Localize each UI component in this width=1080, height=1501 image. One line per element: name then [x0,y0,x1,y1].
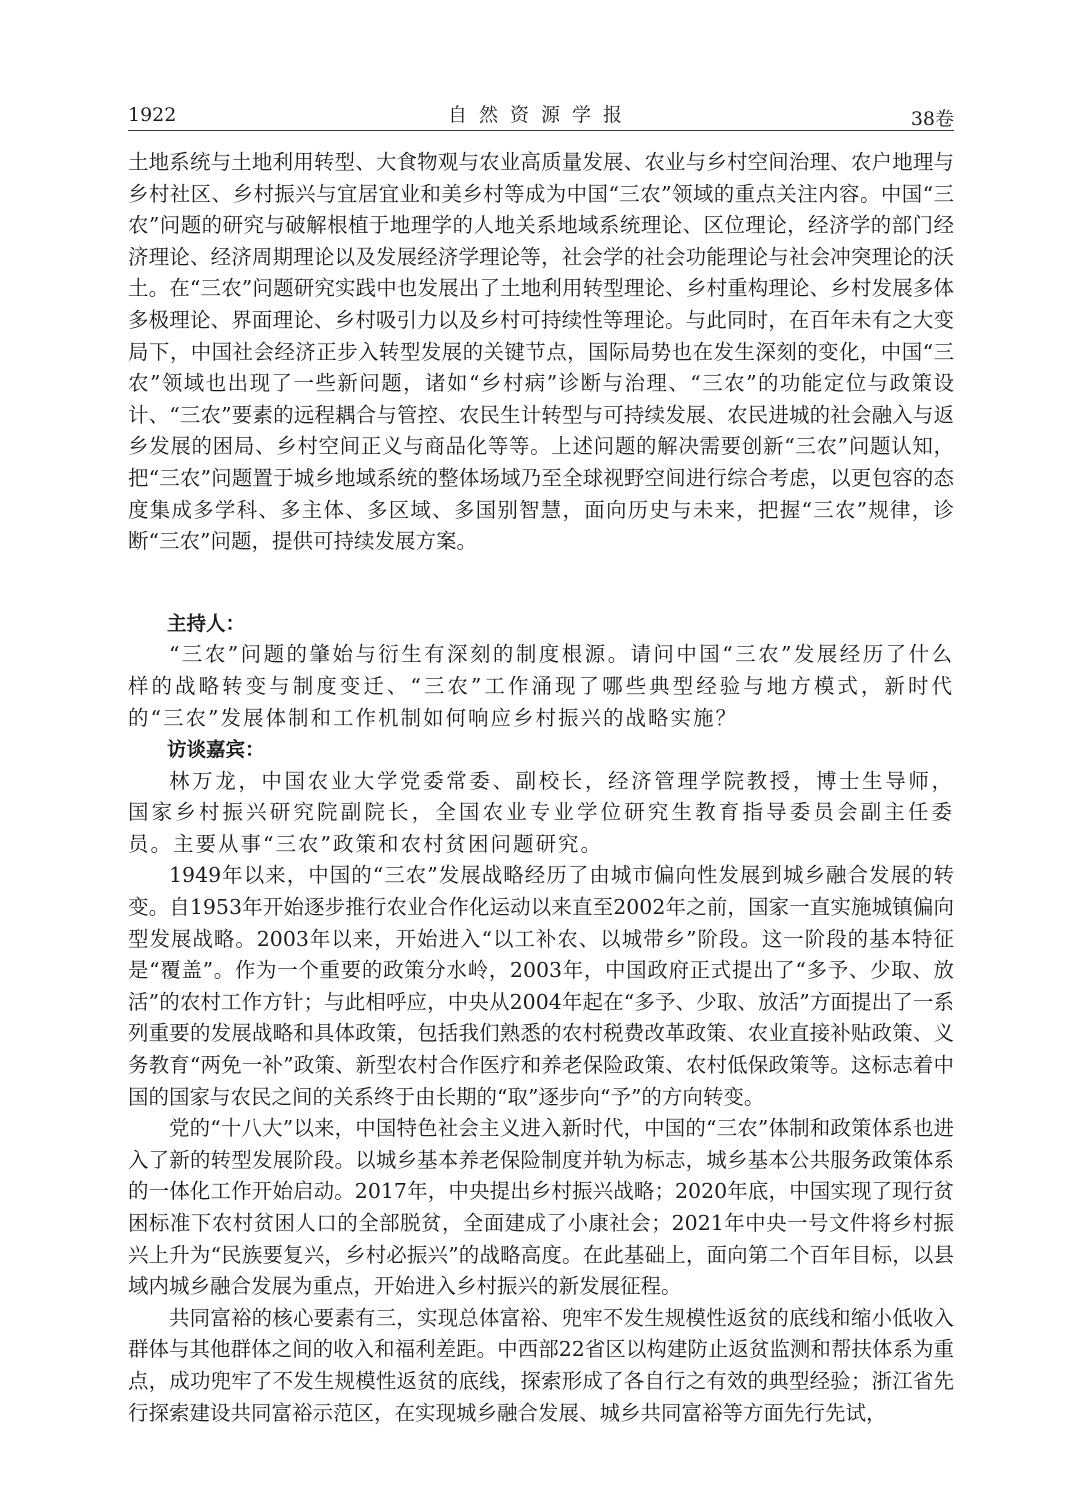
host-question: “三农”问题的肇始与衍生有深刻的制度根源。请问中国“三农”发展经历了什么样的战略转变与制度变迁、“三农”工作涌现了哪些典型经验与地方模式，新时代的“三农”发展体制和工作机制如何响应乡村振兴的战略实施？ [128,642,954,730]
article-body [128,147,954,1429]
header-rule [128,130,954,131]
section-spacer [128,558,954,608]
body-paragraph: 共同富裕的核心要素有三，实现总体富裕、兜牢不发生规模性返贫的底线和缩小低收入群体与其他群体之间的收入和福利差距。中西部22省区以构建防止返贫监测和帮扶体系为重点，成功兜牢了不发生规模性返贫的底线，探索形成了各自行之有效的典型经验；浙江省先行探索建设共同富裕示范区，在实现城乡融合发展、城乡共同富裕等方面先行先试， [128,1305,954,1425]
guest-bio: 林万龙，中国农业大学党委常委、副校长，经济管理学院教授，博士生导师，国家乡村振兴研究院副院长，全国农业专业学位研究生教育指导委员会副主任委员。主要从事“三农”政策和农村贫困问题研究。 [128,768,954,856]
body-paragraph: 1949年以来，中国的“三农”发展战略经历了由城市偏向性发展到城乡融合发展的转变。自1953年开始逐步推行农业合作化运动以来直至2002年之前，国家一直实施城镇偏向型发展战略。2003年以来，开始进入“以工补农、以城带乡”阶段。这一阶段的基本特征是“覆盖”。作为一个重要的政策分水岭，2003年，中国政府正式提出了“多予、少取、放活”的农村工作方针；与此相呼应，中央从2004年起在“多予、少取、放活”方面提出了一系列重要的发展战略和具体政策，包括我们熟悉的农村税费改革政策、农业直接补贴政策、义务教育“两免一补”政策、新型农村合作医疗和养老保险政策、农村低保政策等。这标志着中国的国家与农民之间的关系终于由长期的“取”逐步向“予”的方向转变。 [128,863,954,1109]
volume-label: 38卷 [910,108,954,130]
guest-label: 访谈嘉宾： [167,738,265,762]
body-paragraph: 党的“十八大”以来，中国特色社会主义进入新时代，中国的“三农”体制和政策体系也进入了新的转型发展阶段。以城乡基本养老保险制度并轨为标志，城乡基本公共服务政策体系的一体化工作开始启动。2017年，中央提出乡村振兴战略；2020年底，中国实现了现行贫困标准下农村贫困人口的全部脱贫，全面建成了小康社会；2021年中央一号文件将乡村振兴上升为“民族要复兴，乡村必振兴”的战略高度。在此基础上，面向第二个百年目标，以县域内城乡融合发展为重点，开始进入乡村振兴的新发展征程。 [128,1116,954,1299]
host-label: 主持人： [167,611,246,635]
page-number: 1922 [128,104,177,126]
journal-title: 自然资源学报 [447,104,634,126]
running-header [128,100,954,130]
intro-paragraph: 土地系统与土地利用转型、大食物观与农业高质量发展、农业与乡村空间治理、农户地理与乡村社区、乡村振兴与宜居宜业和美乡村等成为中国“三农”领域的重点关注内容。中国“三农”问题的研究与破解根植于地理学的人地关系地域系统理论、区位理论，经济学的部门经济理论、经济周期理论以及发展经济学理论等，社会学的社会功能理论与社会冲突理论的沃土。在“三农”问题研究实践中也发展出了土地利用转型理论、乡村重构理论、乡村发展多体多极理论、界面理论、乡村吸引力以及乡村可持续性等理论。与此同时，在百年未有之大变局下，中国社会经济正步入转型发展的关键节点，国际局势也在发生深刻的变化，中国“三农”领域也出现了一些新问题，诸如“乡村病”诊断与治理、“三农”的功能定位与政策设计、“三农”要素的远程耦合与管控、农民生计转型与可持续发展、农民进城的社会融入与返乡发展的困局、乡村空间正义与商品化等等。上述问题的解决需要创新“三农”问题认知，把“三农”问题置于城乡地域系统的整体场域乃至全球视野空间进行综合考虑，以更包容的态度集成多学科、多主体、多区域、多国别智慧，面向历史与未来，把握“三农”规律，诊断“三农”问题，提供可持续发展方案。 [128,150,954,554]
